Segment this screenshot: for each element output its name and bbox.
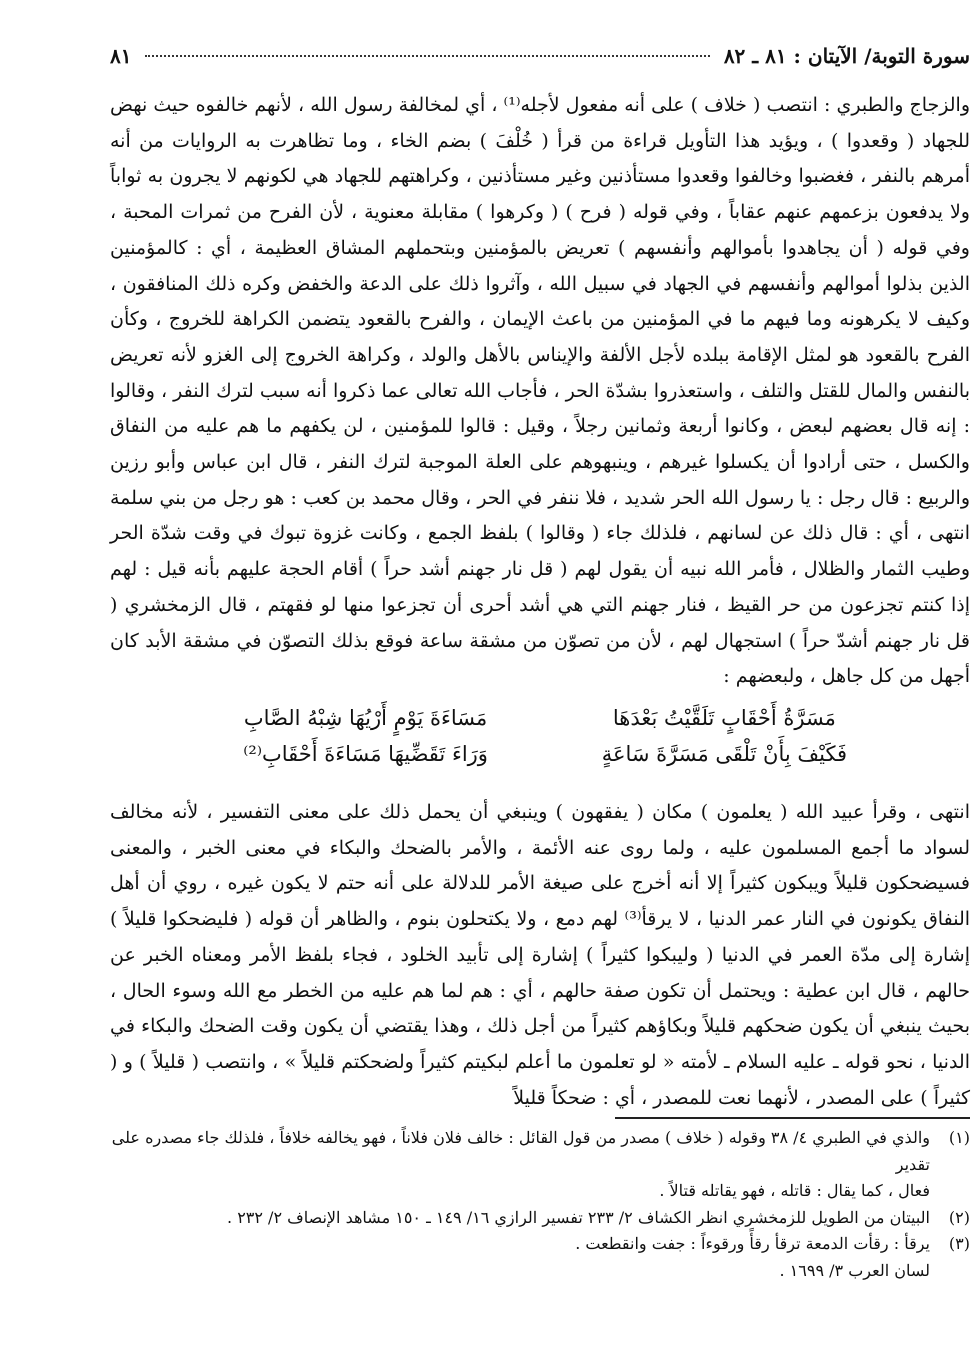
poem-line-1-second-hemistich: مَسَاءَةَ يَوْمٍ أَرْيُهَا شِبْهُ الصَّابِ bbox=[243, 706, 488, 730]
poem-line-2-first-hemistich: فَكَيْفَ بِأَنْ تَلْقَى مَسَرَّةَ سَاعَةٍ bbox=[601, 742, 848, 766]
header-dot-leader bbox=[145, 55, 709, 57]
main-text-block-2 bbox=[110, 795, 970, 1116]
footnote-1-number: (١) bbox=[948, 1128, 970, 1147]
footnote-3 bbox=[110, 1231, 970, 1258]
paragraph-2: انتهى ، وقرأ عبيد الله ( يعلمون ) مكان ( يفقهون ) وينبغي أن يحمل ذلك على معنى التفسير ، لأنه مخالف لسواد ما أجمع المسلمون عليه ، ولما روى عنه الأئمة ، والأمر بالضحك والبكاء في معنى الخبر ، والمعنى فسيضحكون قليلاً ويبكون كثيراً إلا أنه أخرج على صيغة الأمر للدلالة على أنه حتم لا يكون غيره ، روي أن أهل النفاق يكونون في النار عمر الدنيا ، لا يرقأ⁽³⁾ لهم دمع ، ولا يكتحلون بنوم ، والظاهر أن قوله ( فليضحكوا قليلاً ) إشارة إلى مدّة العمر في الدنيا ( وليبكوا كثيراً ) إشارة إلى تأبيد الخلود ، فجاء بلفظ الأمر ومعناه الخبر عن حالهم ، قال ابن عطية : ويحتمل أن تكون صفة حالهم ، أي : هم لما هم عليه من الخطر مع الله وسوء الحال ، بحيث ينبغي أن يكون ضحكهم قليلاً وبكاؤهم كثيراً من أجل ذلك ، وهذا يقتضي أن يكون وقت الضحك والبكاء في الدنيا ، نحو قوله ـ عليه السلام ـ لأمته « لو تعلمون ما أعلم لبكيتم كثيراً ولضحكتم قليلاً » ، وانتصب ( قليلاً ) و ( كثيراً ) على المصدر ، لأنهما نعت للمصدر ، أي : ضحكاً قليلاً bbox=[110, 801, 971, 1109]
poem-line-2 bbox=[200, 736, 890, 772]
paragraph-1: والزجاج والطبري : انتصب ( خلاف ) على أنه مفعول لأجله⁽¹⁾ ، أي لمخالفة رسول الله ، لأنهم خالفوه حيث نهض للجهاد ( وقعدوا ) ، ويؤيد هذا التأويل قراءة من قرأ ( خُلْفَ ) بضم الخاء ، وما تظاهرت به الروايات من أنه أمرهم بالنفر ، فغضبوا وخالفوا وقعدوا مستأذنين وغير مستأذنين ، وكراهتهم للجهاد هي لكونهم لا يجرون به ثواباً ولا يدفعون بزعمهم عنهم عقاباً ، وفي قوله ( فرح ) ( وكرهوا ) مقابلة معنوية ، لأن الفرح من ثمرات المحبة ، وفي قوله ( أن يجاهدوا بأموالهم وأنفسهم ) تعريض بالمؤمنين وبتحملهم المشاق العظيمة ، أي : كالمؤمنين الذين بذلوا أموالهم وأنفسهم في الجهاد في سبيل الله ، وآثروا ذلك على الدعة والخفض وكره ذلك المنافقون ، وكيف لا يكرهونه وما فيهم ما في المؤمنين من باعث الإيمان ، والفرح بالقعود يتضمن الكراهة للخروج ، وكأن الفرح بالقعود هو لمثل الإقامة ببلده لأجل الألفة والإيناس بالأهل والولد ، وكراهة الخروج إلى الغزو لأنه تعريض بالنفس والمال للقتل والتلف ، واستعذروا بشدّة الحر ، فأجاب الله تعالى عما ذكروا أنه سبب لترك النفر ، وقالوا : إنه قال بعضهم لبعض ، وكانوا أربعة وثمانين رجلاً ، وقيل : قالوا للمؤمنين ، لن يكفهم ما هم عليه من النفاق والكسل ، حتى أرادوا أن يكسلوا غيرهم ، وينبهوهم على العلة الموجبة لترك النفر ، قال ابن عباس وأبو رزين والربيع : قال رجل : يا رسول الله الحر شديد ، فلا ننفر في الحر ، وقال محمد بن كعب : هو رجل من بني سلمة انتهى ، أي : قال ذلك عن لسانهم ، فلذلك جاء ( وقالوا ) بلفظ الجمع ، وكانت غزوة تبوك في وقت شدّة الحر وطيب الثمار والظلال ، فأمر الله نبيه أن يقول لهم ( قل نار جهنم أشد حراً ) أقام الحجة عليهم بأنه قيل : لهم إذا كنتم تجزعون من حر القيظ ، فنار جهنم التي هي أشد أحرى أن تجزعوا منها لو فقهتم ، قال الزمخشري ( قل نار جهنم أشدّ حراً ) استجهال لهم ، لأن من تصوّن من مشقة ساعة فوقع بذلك التصوّن في مشقة الأبد كان أجهل من كل جاهل ، ولبعضهم : bbox=[110, 94, 971, 688]
running-header bbox=[110, 44, 970, 78]
footnote-2-text: البيتان من الطويل للزمخشري انظر الكشاف ٢/ ٢٣٣ تفسير الرازي ١٦/ ١٤٩ ـ ١٥٠ مشاهد الإنصاف ٢/ ٢٣٢ . bbox=[227, 1207, 930, 1227]
footnote-3-number: (٣) bbox=[948, 1234, 970, 1253]
footnote-separator bbox=[615, 1117, 970, 1119]
page-number: ٨١ bbox=[110, 44, 132, 68]
footnote-1 bbox=[110, 1125, 970, 1178]
footnote-1-text: والذي في الطبري ٤/ ٣٨ وقوله ( خلاف ) مصدر من قول القائل : خالف فلان فلاناً ، فهو يخالفه خلافاً ، فلذلك جاء مصدره على تقدير bbox=[111, 1128, 930, 1174]
surah-title: سورة التوبة/ الآيتان : ٨١ ـ ٨٢ bbox=[723, 44, 970, 68]
footnote-1-continuation: فعال ، كما يقال : قاتله ، فهو يقاتله قتالاً . bbox=[659, 1181, 930, 1200]
footnote-3-text: يرقأ : رقأت الدمعة ترقأ رقأً ورقوءاً : جفت وانقطعت . bbox=[575, 1234, 930, 1253]
footnotes bbox=[110, 1125, 970, 1284]
poem-line-2-second-hemistich: وَرَاءَ تَقَضِّيهَا مَسَاءَةَ أَحْقَابِ⁽²⁾ bbox=[243, 742, 488, 766]
poem-line-1-first-hemistich: مَسَرَّةُ أَحْقَابٍ تَلَقَّيْتُ بَعْدَهَا bbox=[612, 706, 836, 730]
footnote-3-continuation: لسان العرب ٣/ ١٦٩٩ . bbox=[779, 1260, 930, 1280]
footnote-2 bbox=[110, 1205, 970, 1232]
footnote-2-number: (٢) bbox=[948, 1207, 970, 1227]
poem-line-1 bbox=[200, 700, 890, 736]
poem-verses bbox=[200, 700, 890, 772]
main-text-block bbox=[110, 88, 970, 695]
